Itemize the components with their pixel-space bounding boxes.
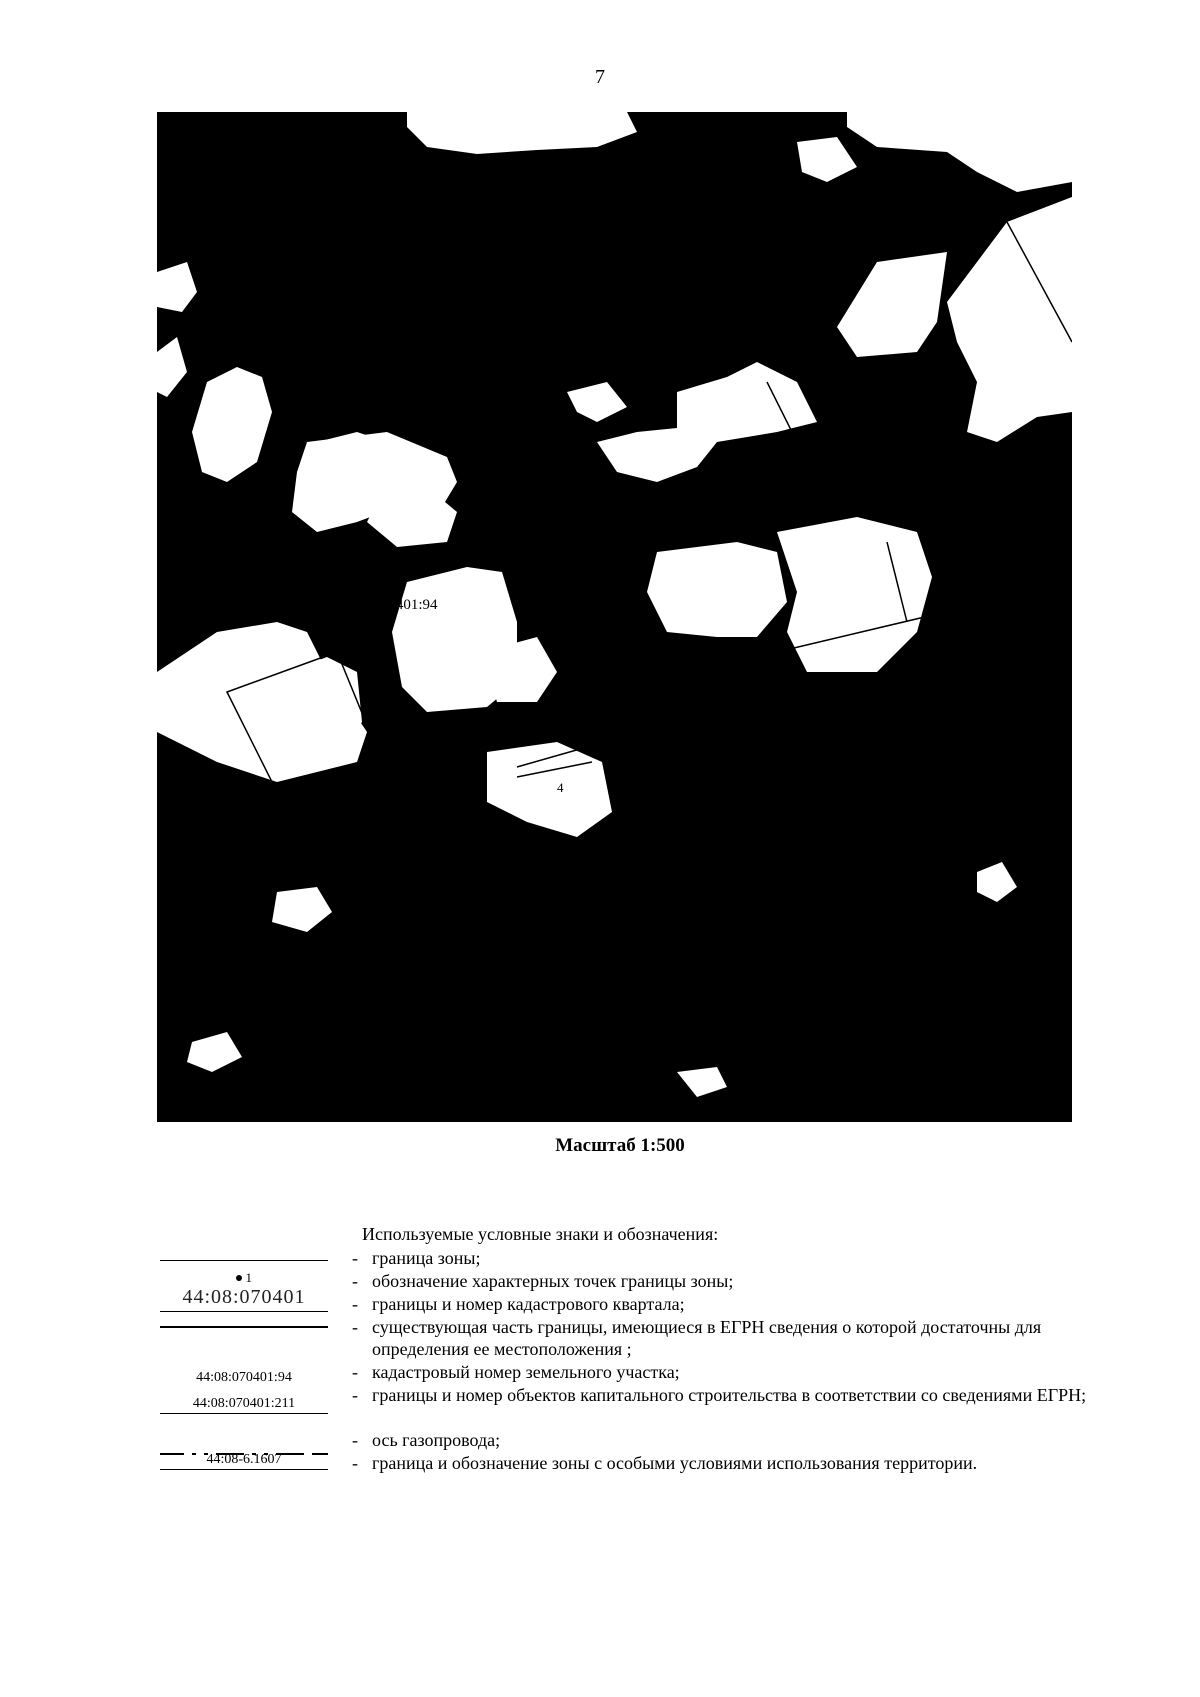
legend-symbol-parcel-number — [160, 1370, 328, 1386]
legend-item: - граница зоны; — [352, 1248, 481, 1268]
legend-symbol-building — [160, 1396, 328, 1414]
cadastral-map[interactable] — [157, 112, 1072, 1122]
parcel-label-57: 01:57 — [969, 440, 1004, 456]
point-marker-icon — [236, 1275, 242, 1281]
legend-item: - ось газопровода; — [352, 1430, 501, 1450]
parcel-label-94: 44:08:070401:94 — [335, 597, 438, 613]
zone-code-label: 44:08-6.1607 — [206, 1452, 282, 1467]
parcel-label-partial: 44:08 — [917, 631, 945, 645]
legend-item: - граница и обозначение зоны с особыми условиями использования территории. — [352, 1453, 978, 1473]
legend-title: Используемые условные знаки и обозначения: — [362, 1224, 719, 1244]
legend-item: - обозначение характерных точек границы зоны; — [352, 1271, 734, 1291]
quarter-number-label: 44:08:070401 — [182, 1286, 306, 1308]
legend-item: - границы и номер объектов капитального строительства в соответствии со сведениями ЕГРН; — [352, 1385, 1087, 1405]
point-marker-label: 1 — [245, 1270, 252, 1285]
map-image — [157, 112, 1072, 1122]
parcel-number-label: 44:08:070401:94 — [196, 1370, 292, 1385]
legend-symbol-zone-boundary — [160, 1260, 328, 1261]
legend-item: - кадастровый номер земельного участка; — [352, 1362, 680, 1382]
legend-item: - границы и номер кадастрового квартала; — [352, 1294, 685, 1314]
building-number-label: 44:08:070401:211 — [192, 1396, 296, 1411]
legend-symbol-point — [160, 1270, 328, 1286]
scale-caption: Масштаб 1:500 — [555, 1135, 685, 1156]
page-number: 7 — [595, 66, 605, 88]
legend-symbol-quarter — [160, 1286, 328, 1312]
legend-symbol-existing-boundary — [160, 1326, 328, 1328]
point-label-4: 4 — [557, 780, 564, 795]
legend-item: - существующая часть границы, имеющиеся в ЕГРН сведения о которой достаточны для определения ее местоположения ; — [352, 1317, 1042, 1359]
legend-symbol-zone-code — [160, 1452, 328, 1470]
